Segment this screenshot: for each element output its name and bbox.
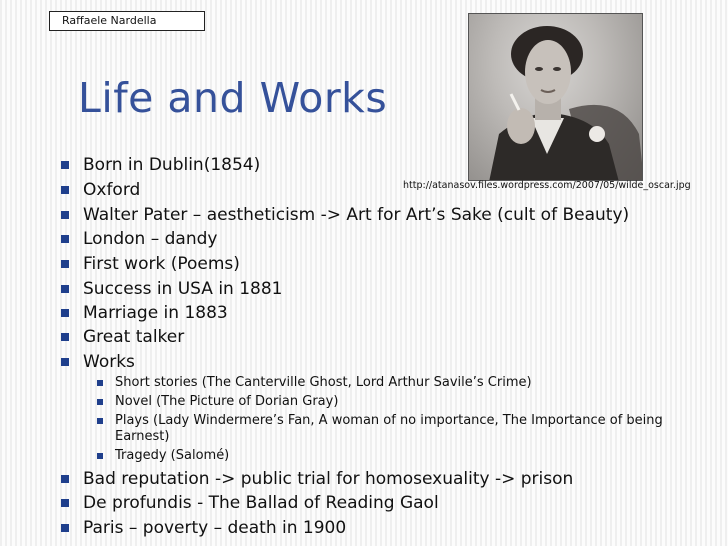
square-bullet-icon [61,309,69,317]
square-bullet-icon [61,333,69,341]
square-bullet-icon [61,524,69,532]
square-bullet-icon [97,418,103,424]
square-bullet-icon [61,499,69,507]
image-source-caption: http://atanasov.files.wordpress.com/2007/05/wilde_oscar.jpg [403,180,691,191]
square-bullet-icon [61,475,69,483]
author-label: Raffaele Nardella [49,11,205,31]
square-bullet-icon [61,235,69,243]
square-bullet-icon [61,186,69,194]
square-bullet-icon [61,358,69,366]
square-bullet-icon [61,211,69,219]
square-bullet-icon [61,260,69,268]
portrait-illustration [469,14,643,181]
square-bullet-icon [97,399,103,405]
square-bullet-icon [97,380,103,386]
portrait-photo [468,13,643,181]
square-bullet-icon [61,285,69,293]
square-bullet-icon [97,453,103,459]
slide-title: Life and Works [78,74,388,122]
square-bullet-icon [61,161,69,169]
